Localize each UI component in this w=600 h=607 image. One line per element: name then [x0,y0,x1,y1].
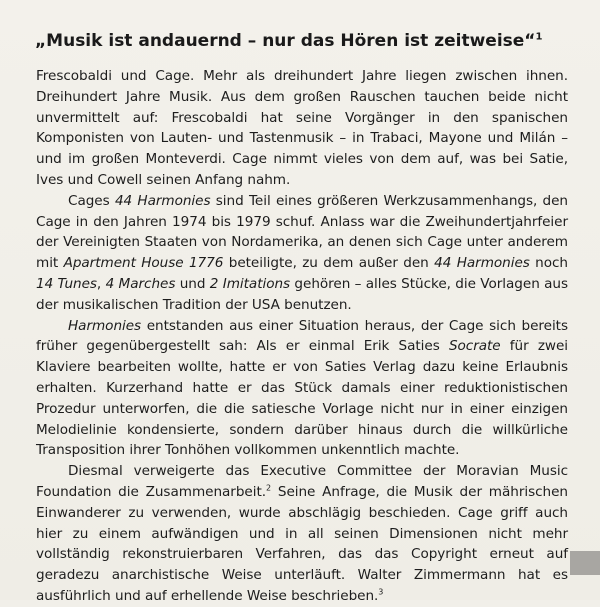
page-edge-tab [570,551,600,575]
chapter-heading [35,30,575,52]
body-text [36,66,568,607]
work-title: Apartment House 1776 [63,255,224,272]
work-title: 2 Imitations [209,275,291,292]
paragraph [36,66,568,191]
heading-footnote-marker: 1 [535,31,543,43]
text-run: entstanden aus einer Situation heraus, der Cage sich bereits früher gegenübergestellt sah: Als er einmal Erik Saties [36,317,568,355]
work-title: Socrate [448,338,501,355]
paragraph [36,191,568,316]
text-run: und [175,275,210,292]
text-run: Cages [68,192,115,209]
text-run: noch [529,255,568,272]
work-title: 44 Harmonies [434,255,530,272]
footnote-marker: 3 [378,587,384,597]
heading-text: „Musik ist andauernd – nur das Hören ist zeitweise“ [35,31,536,51]
text-run: für zwei Klaviere bearbeiten wollte, hatte er von Saties Verlag dazu keine Erlaubnis erhalten. Kurzerhand hatte er das Stück damals einer reduktionistischen Prozedur unterworfen, die die satiesche Vorlage nicht nur in einer einzigen Melodielinie kondensierte, sondern darüber hinaus durch die willkürliche Transposition ihrer Tonhöhen vollkommen unkenntlich machte. [36,338,569,459]
text-run: gehören – alles Stücke, die Vorlagen aus der musikalischen Tradition der USA benutzen. [36,275,568,313]
text-run: sind Teil eines größeren Werkzusammenhangs, den Cage in den Jahren 1974 bis 1979 schuf. Anlass war die Zweihundertjahrfeier der Vereinigten Staaten von Nordamerika, an denen sich Cage unter anderem mit [36,192,569,272]
paragraph [36,316,568,462]
paragraph [36,461,568,607]
text-run: Frescobaldi und Cage. Mehr als dreihundert Jahre liegen zwischen ihnen. Dreihundert Jahre Musik. Aus dem großen Rauschen tauchen beide nicht unvermittelt auf: Frescobaldi hat seine Vorgänger in den spanischen Komponisten von Lauten- und Tastenmusik – in Trabaci, Mayone und Milán – und im großen Monteverdi. Cage nimmt vieles von dem auf, was bei Satie, Ives und Cowell seinen Anfang nahm. [36,68,568,188]
work-title: Harmonies [68,317,142,334]
text-run: , [96,275,106,292]
work-title: 44 Harmonies [114,192,211,209]
footnote-marker: 2 [266,483,272,493]
text-run: Seine Anfrage, die Musik der mährischen Einwanderer zu verwenden, wurde abschlägig beschieden. Cage griff auch hier zu einem aufwändigen und in all seinen Dimensionen nicht mehr vollständig rekonstruierbaren Verfahren, das das Copyright erneut auf geradezu anarchistische Weise unterläuft. Walter Zimmermann hat es ausführlich und auf erhellende Weise beschrieben. [36,483,568,604]
work-title: 14 Tunes [36,275,97,292]
text-run: beteiligte, zu dem außer den [223,255,435,272]
text-run: Diesmal verweigerte das Executive Committee der Moravian Music Foundation die Zusammenarbeit. [36,463,568,500]
work-title: 4 Marches [105,275,176,292]
